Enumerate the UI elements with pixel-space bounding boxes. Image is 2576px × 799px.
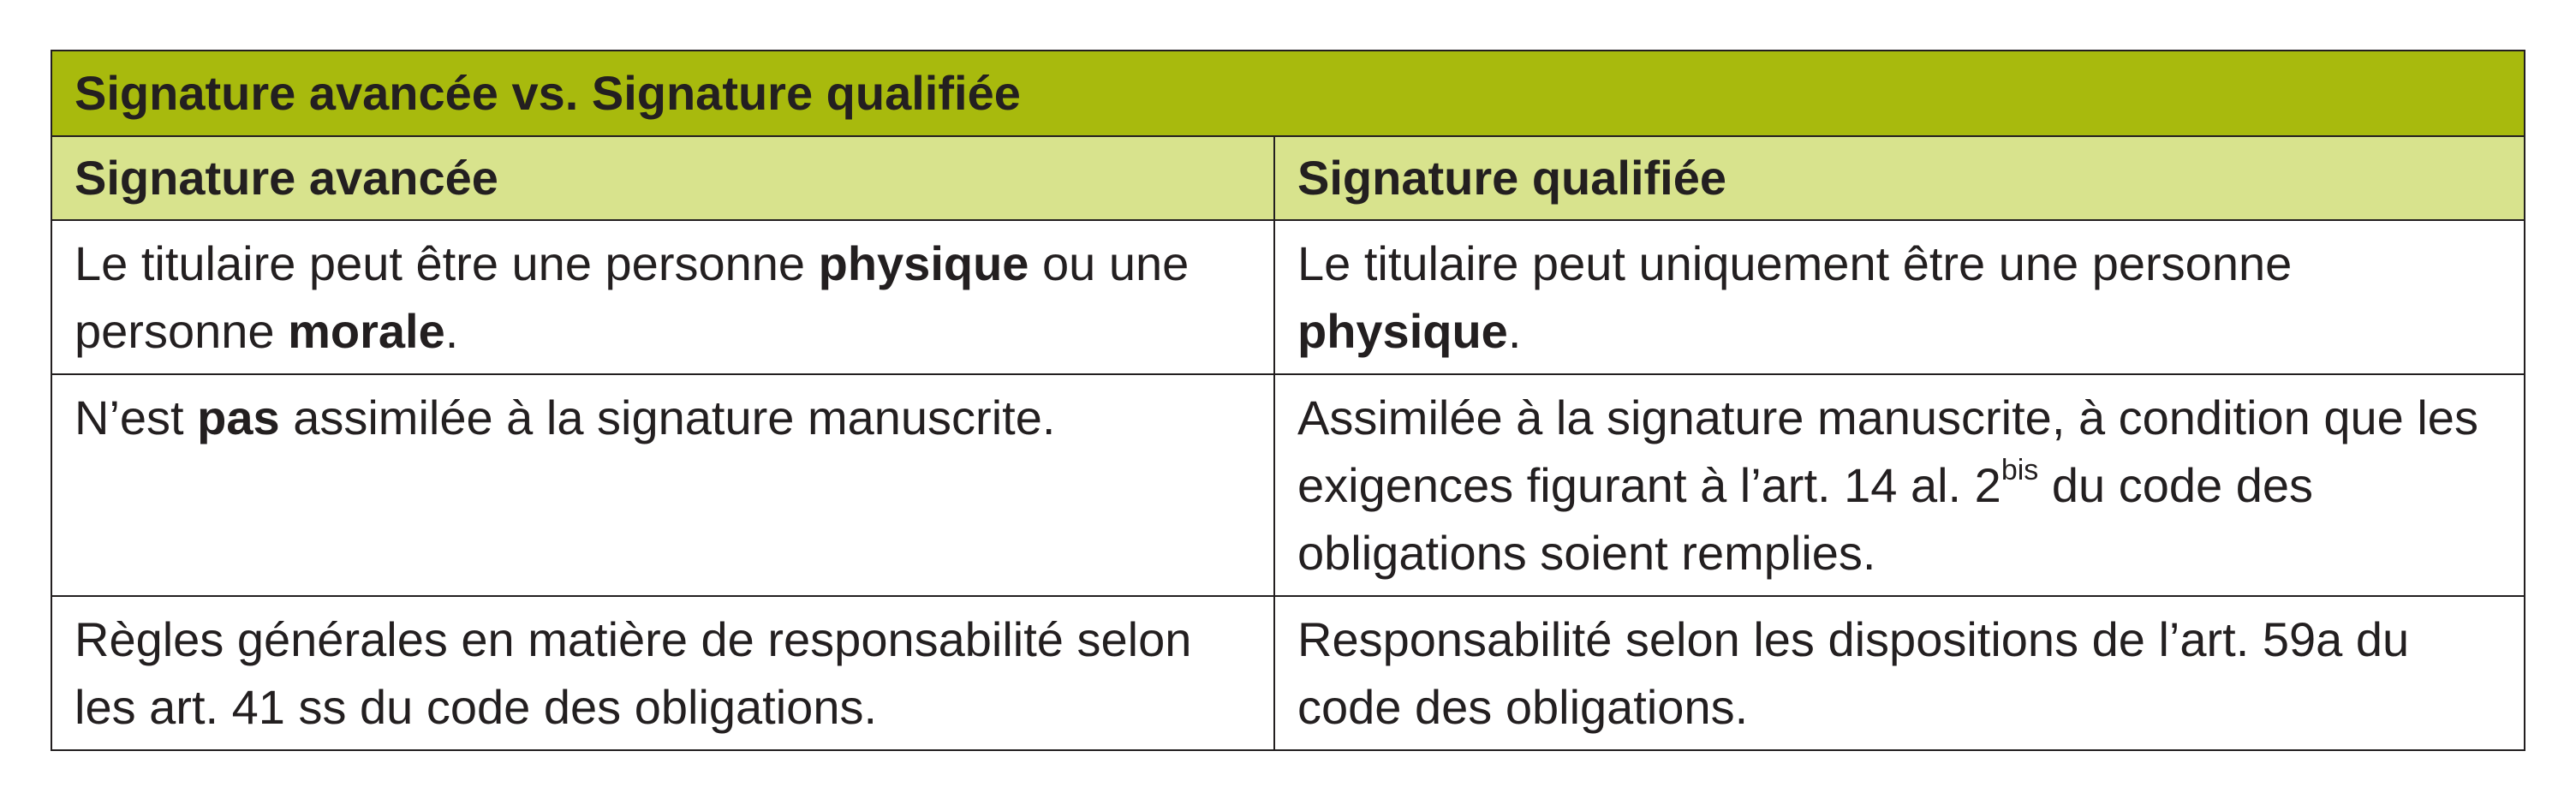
text: Le titulaire peut être une personne — [75, 236, 819, 290]
cell-liability-qualified — [1274, 596, 2525, 750]
cell-holder-qualified — [1274, 220, 2525, 374]
text: du code des obligations soient remplies. — [1297, 458, 2313, 580]
cell-holder-advanced — [51, 220, 1274, 374]
text: . — [444, 304, 459, 358]
text: assimilée à la signature manuscrite. — [279, 391, 1056, 444]
cell-equivalence-advanced — [51, 374, 1274, 596]
emphasis-physique: physique — [1297, 304, 1508, 358]
table-row — [51, 220, 2525, 374]
cell-liability-advanced — [51, 596, 1274, 750]
text: ou une personne — [75, 236, 1190, 358]
emphasis-pas: pas — [197, 391, 280, 444]
table-row — [51, 374, 2525, 596]
signature-comparison-table — [51, 50, 2525, 751]
superscript-bis: bis — [2001, 454, 2039, 487]
comparison-table-container — [51, 50, 2524, 751]
text: Responsabilité selon les dispositions de l’art. 59a du code des obligations. — [1297, 612, 2410, 734]
text: Règles générales en matière de responsabilité selon les art. 41 ss du code des obligations. — [75, 612, 1192, 734]
column-header-qualified: Signature qualifiée — [1274, 136, 2525, 220]
text: N’est — [75, 391, 198, 444]
column-header-row — [51, 136, 2525, 220]
text: Le titulaire peut uniquement être une personne — [1297, 236, 2293, 290]
emphasis-morale: morale — [288, 304, 445, 358]
emphasis-physique: physique — [818, 236, 1029, 290]
text: . — [1507, 304, 1522, 358]
table-title: Signature avancée vs. Signature qualifiée — [51, 51, 2525, 136]
table-row — [51, 596, 2525, 750]
text: Assimilée à la signature manuscrite, à condition que les exigences figurant à l’art. 14 al. 2 — [1297, 391, 2478, 512]
table-title-row — [51, 51, 2525, 136]
column-header-advanced: Signature avancée — [51, 136, 1274, 220]
cell-equivalence-qualified — [1274, 374, 2525, 596]
